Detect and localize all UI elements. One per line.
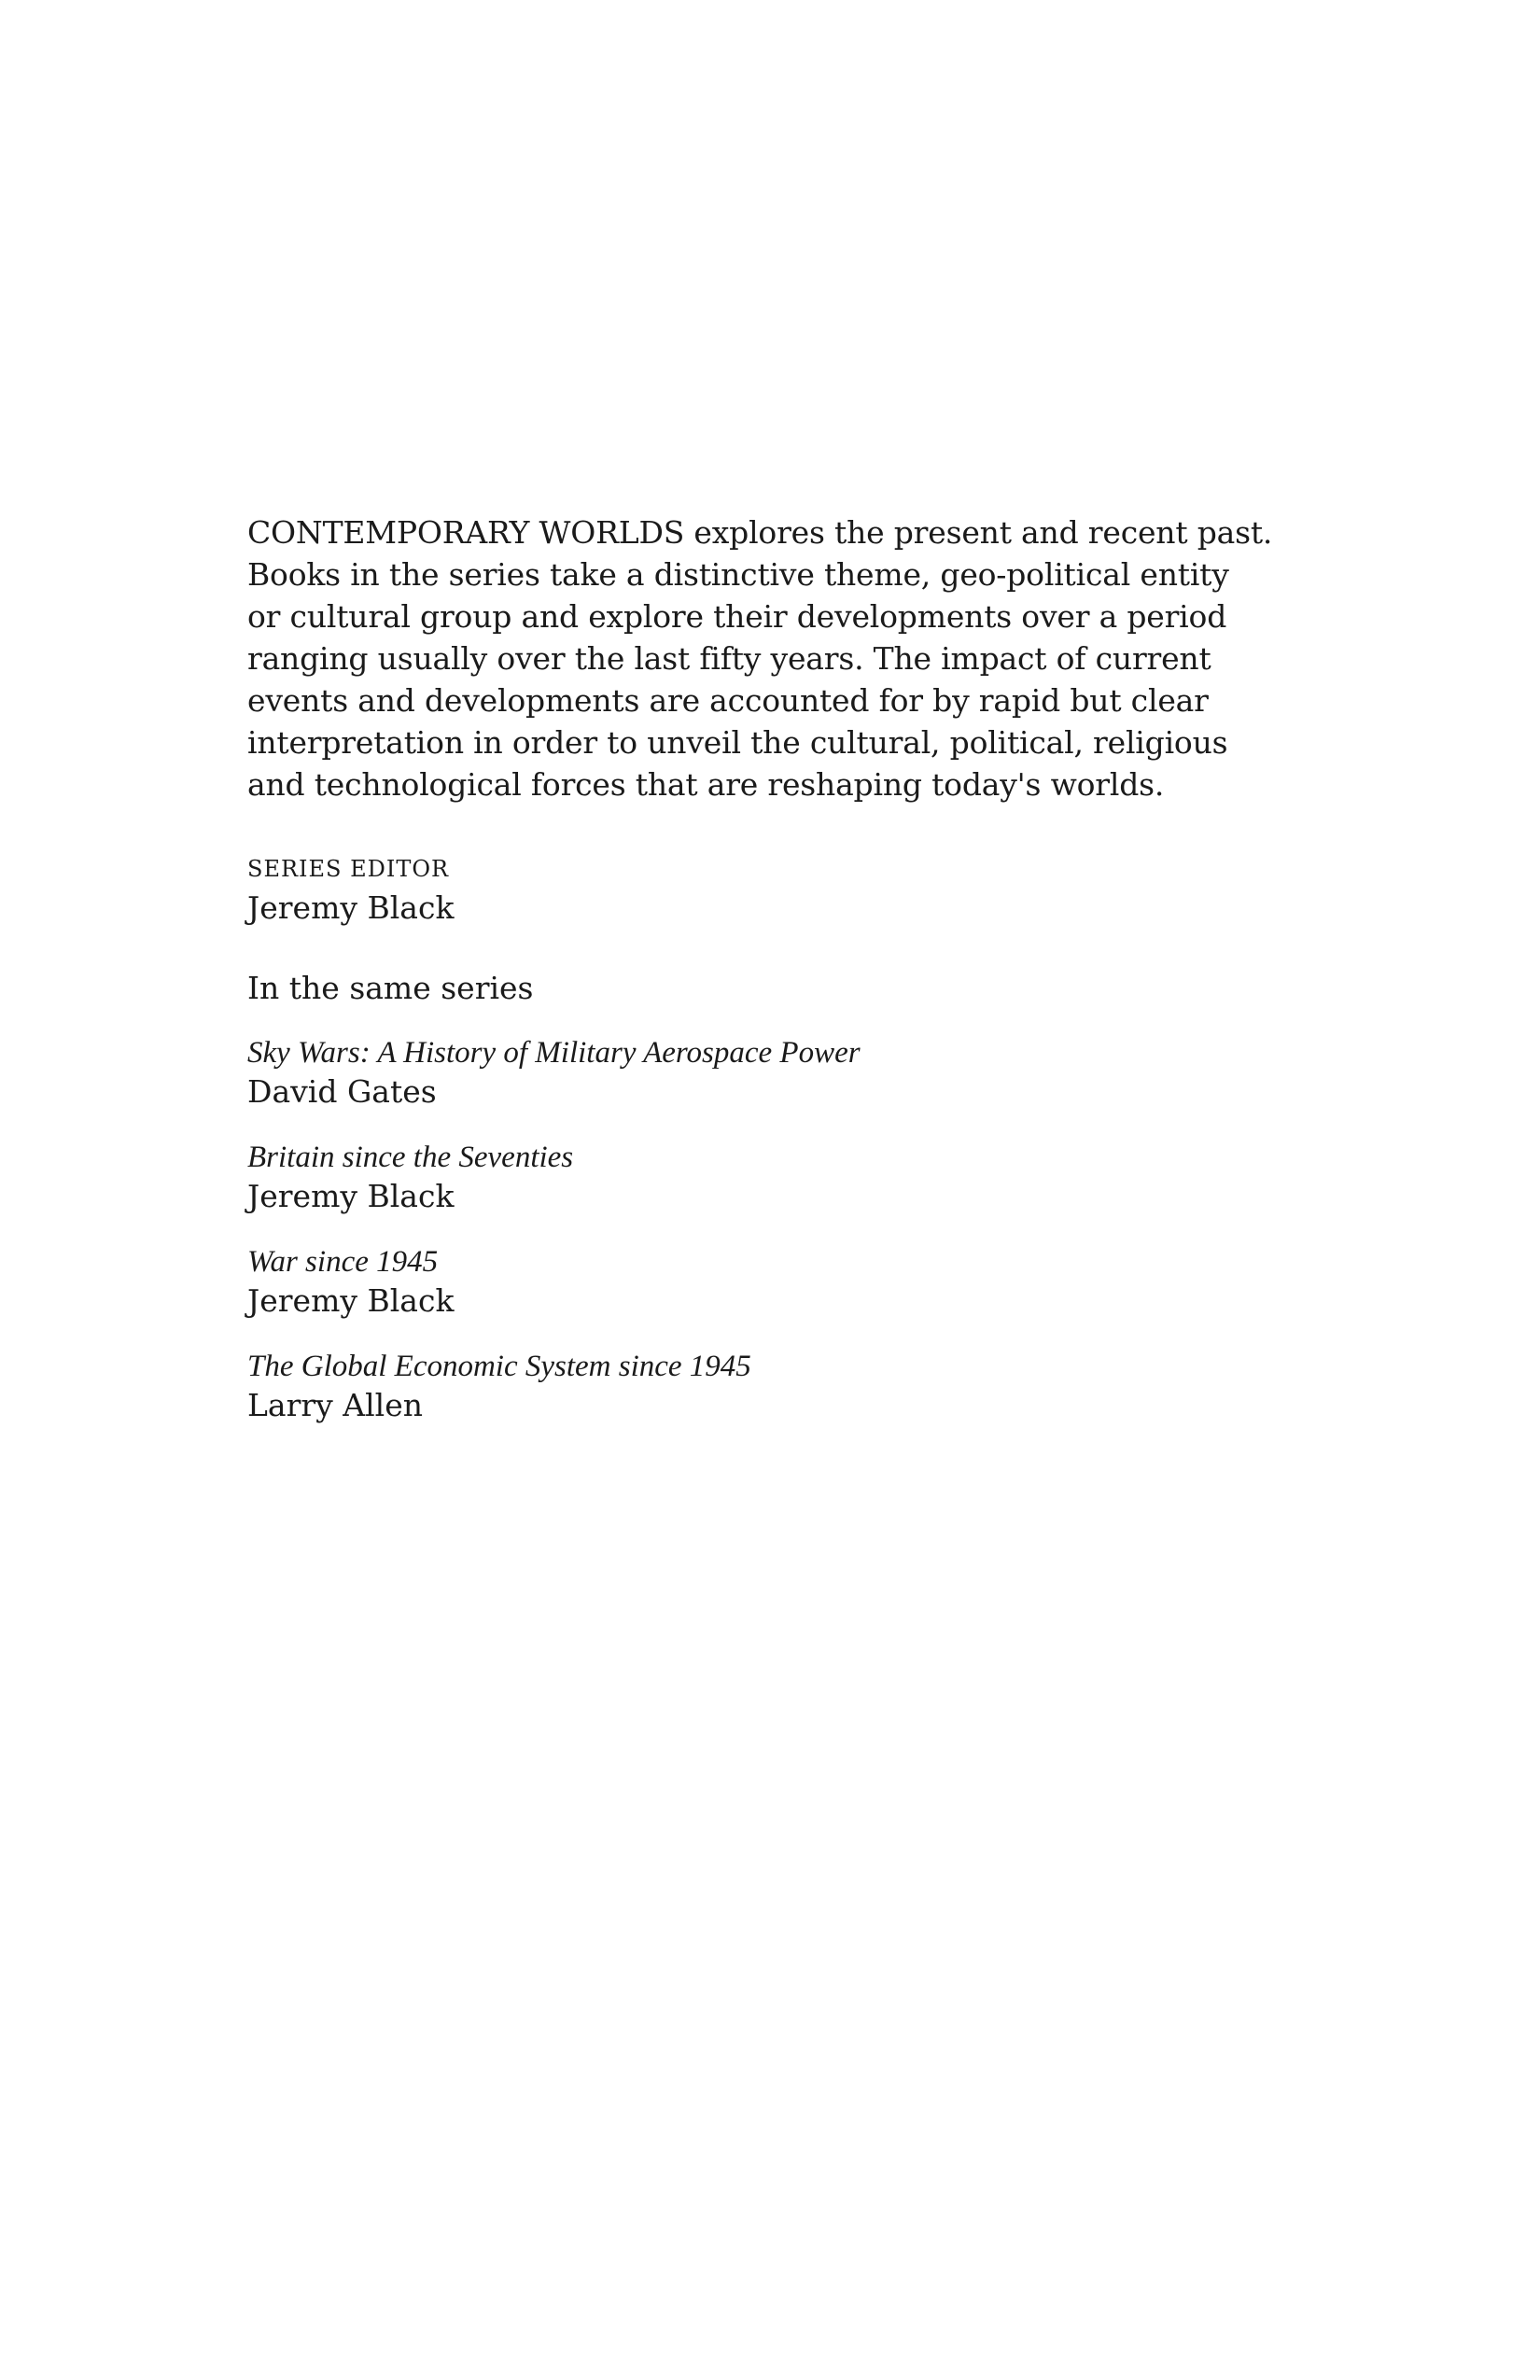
description-line: ranging usually over the last fifty years. The impact of current (247, 640, 1211, 677)
series-editor-block (247, 855, 1181, 928)
book-entry (247, 1347, 1181, 1425)
book-author: Larry Allen (247, 1387, 423, 1423)
description-line: or cultural group and explore their developments over a period (247, 598, 1227, 635)
book-author: Jeremy Black (247, 1282, 455, 1319)
book-title: Sky Wars: A History of Military Aerospace Power (247, 1036, 861, 1070)
same-series-list (247, 1033, 1181, 1425)
book-entry (247, 1242, 1181, 1321)
series-editor-name: Jeremy Black (247, 889, 455, 926)
description-line: interpretation in order to unveil the cultural, political, religious (247, 724, 1228, 761)
book-author: Jeremy Black (247, 1178, 455, 1214)
same-series-heading: In the same series (247, 970, 534, 1006)
book-title: Britain since the Seventies (247, 1141, 574, 1174)
book-author: David Gates (247, 1073, 437, 1110)
description-line: CONTEMPORARY WORLDS explores the present and recent past. (247, 514, 1273, 551)
series-page (247, 511, 1273, 1451)
book-title: War since 1945 (247, 1245, 439, 1279)
series-description (247, 511, 1273, 805)
description-line: and technological forces that are reshaping today's worlds. (247, 766, 1165, 803)
description-line: events and developments are accounted for by rapid but clear (247, 682, 1209, 719)
book-entry (247, 1138, 1181, 1216)
description-line: Books in the series take a distinctive theme, geo-political entity (247, 556, 1229, 593)
series-editor-label: SERIES EDITOR (247, 856, 450, 882)
book-title: The Global Economic System since 1945 (247, 1350, 751, 1383)
book-entry (247, 1033, 1181, 1112)
